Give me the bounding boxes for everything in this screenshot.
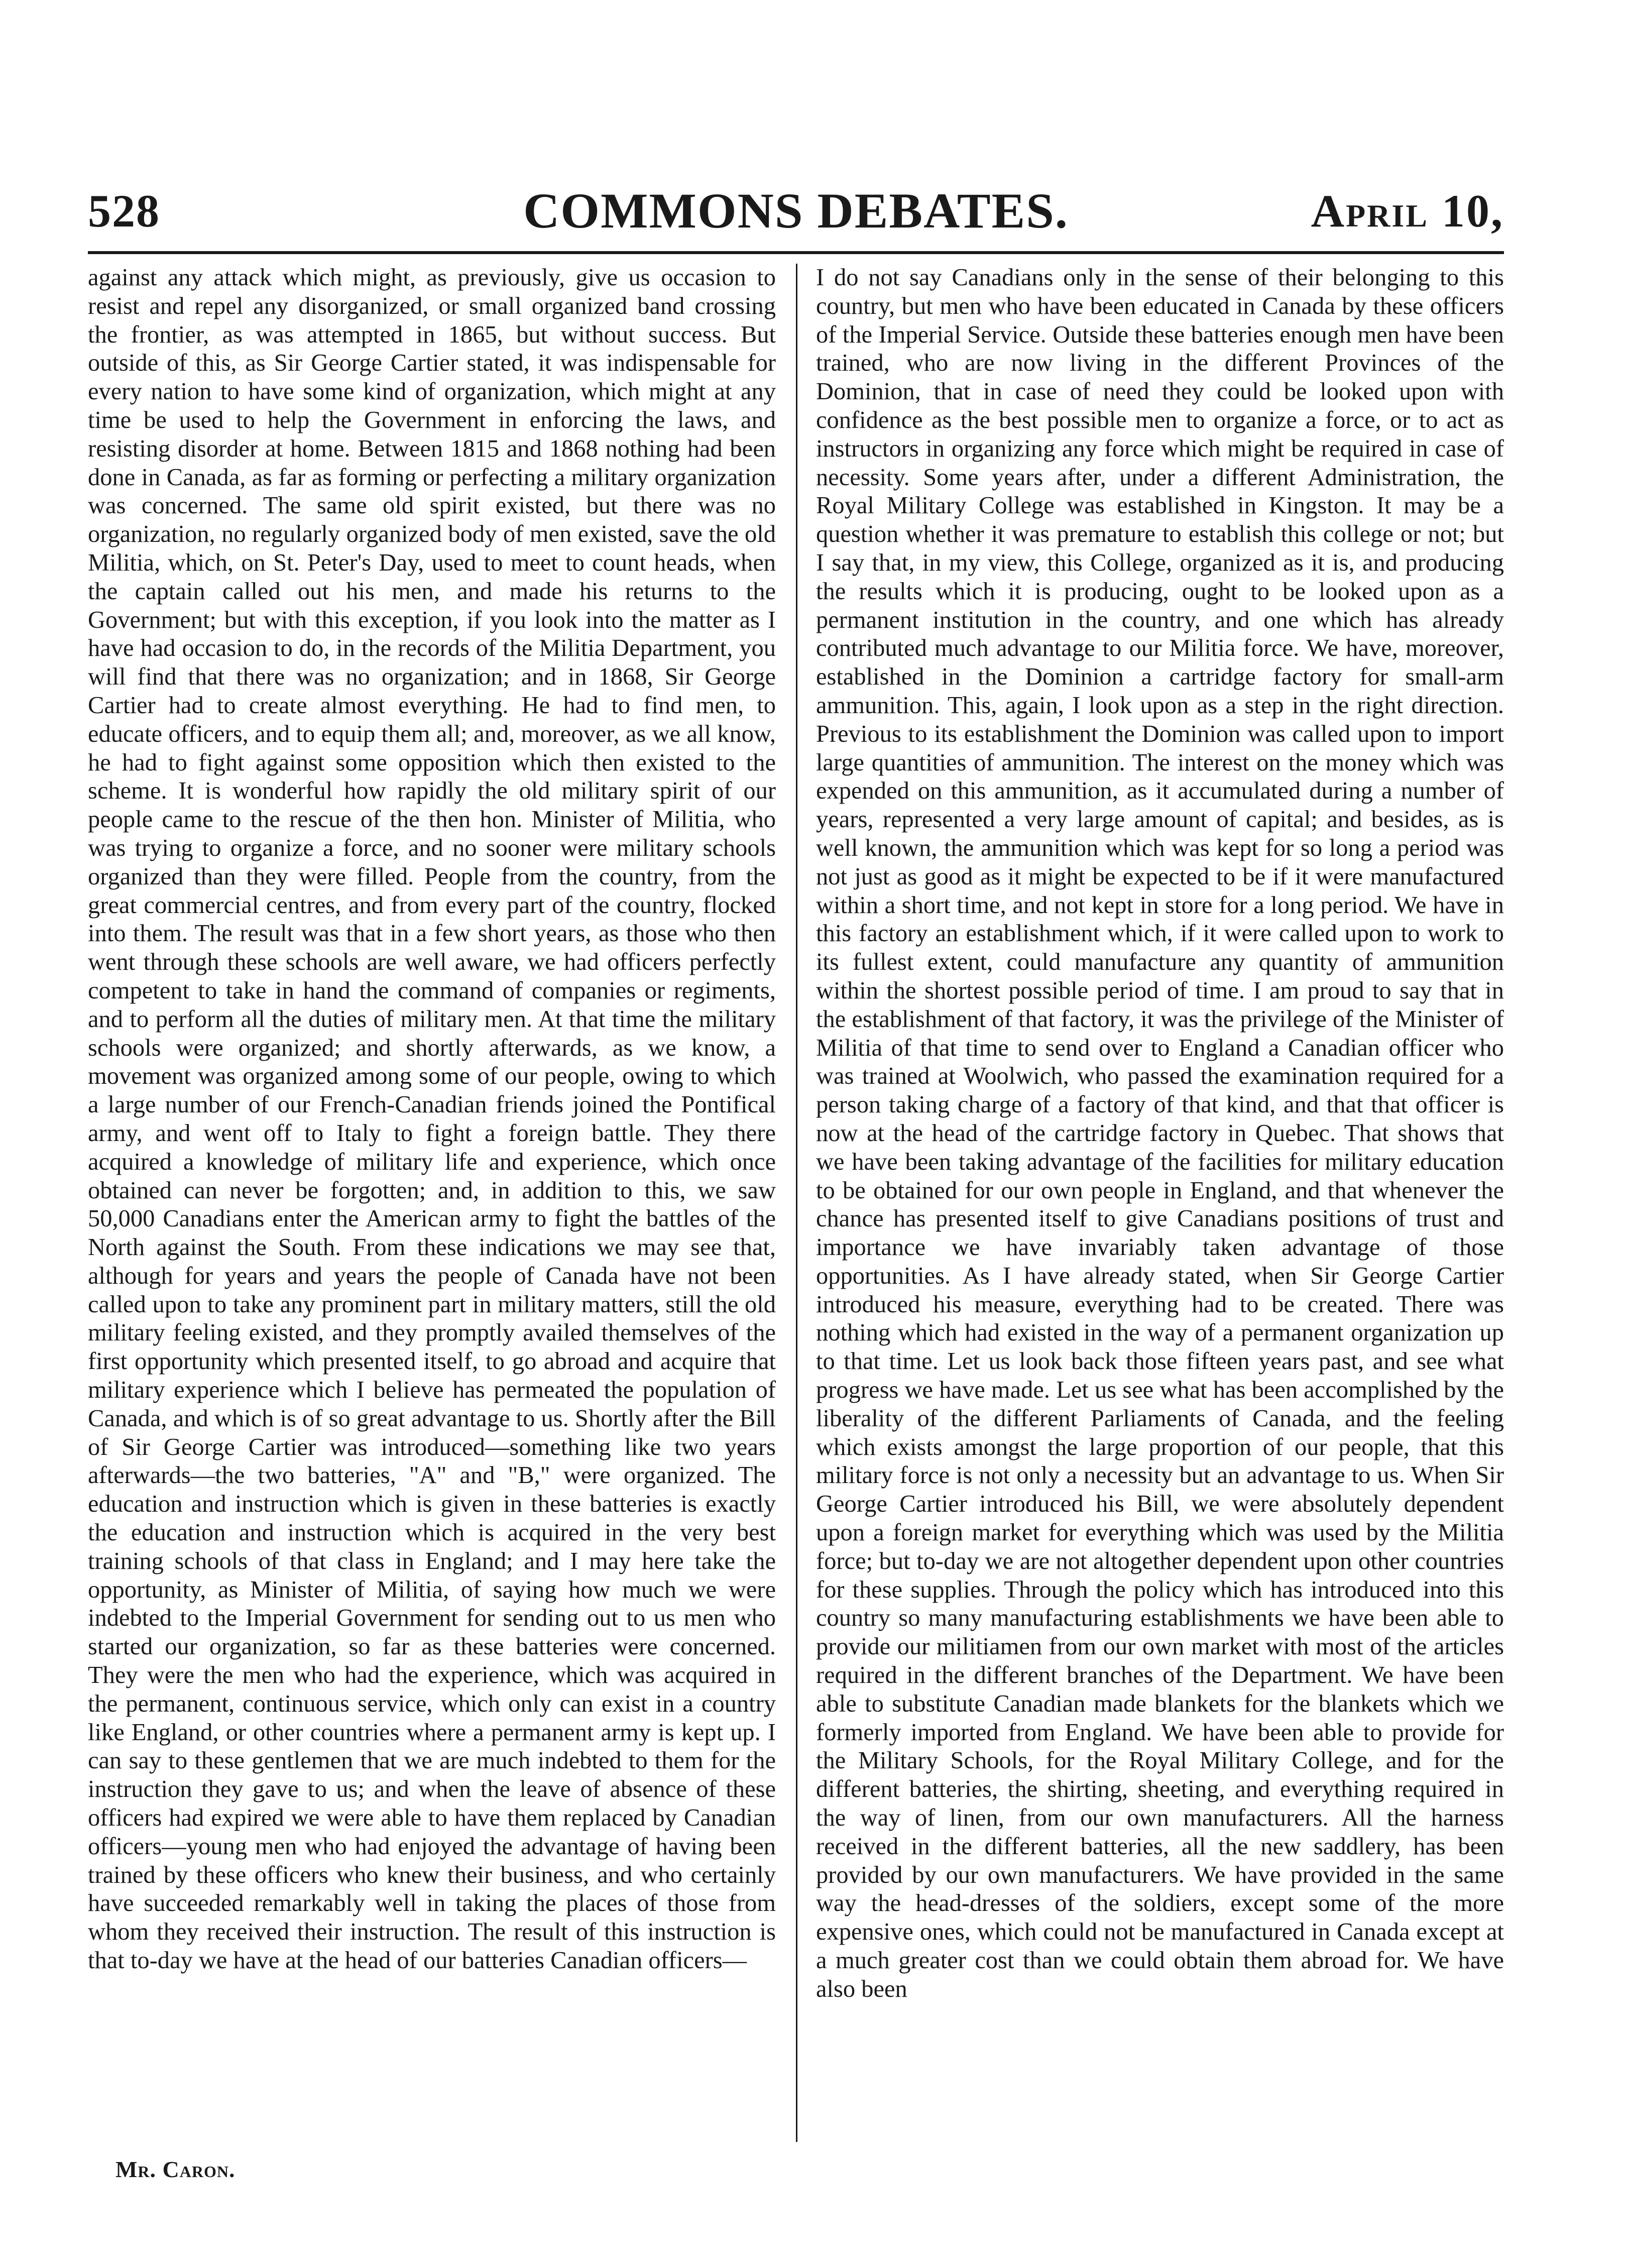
left-column	[88, 264, 776, 2152]
running-title: COMMONS DEBATES.	[523, 183, 1069, 239]
right-column-text: I do not say Canadians only in the sense of their belonging to this country, but men who have been educated in Canada by these officers of the Imperial Service. Outside these batteries enough men have been trained, who are now living in the different Provinces of the Dominion, that in case of need they could be looked upon with confidence as the best possible men to organize a force, or to act as instructors in organizing any force which might be required in case of necessity. Some years after, under a different Administration, the Royal Military College was established in Kingston. It may be a question whether it was premature to establish this college or not; but I say that, in my view, this College, organized as it is, and producing the results which it is producing, ought to be looked upon as a permanent institution in the country, and one which has already contributed much advantage to our Militia force. We have, moreover, established in the Dominion a cartridge factory for small-arm ammunition. This, again, I look upon as a step in the right direction. Previous to its establishment the Dominion was called upon to import large quantities of ammunition. The interest on the money which was expended on this ammunition, as it accumulated during a number of years, represented a very large amount of capital; and besides, as is well known, the ammunition which was kept for so long a period was not just as good as it might be expected to be if it were manufactured within a short time, and not kept in store for a long period. We have in this factory an establishment which, if it were called upon to work to its fullest extent, could manufacture any quantity of ammunition within the shortest possible period of time. I am proud to say that in the establishment of that factory, it was the privilege of the Minister of Militia of that time to send over to England a Canadian officer who was trained at Woolwich, who passed the examination required for a person taking charge of a factory of that kind, and that that officer is now at the head of the cartridge factory in Quebec. That shows that we have been taking advantage of the facilities for military education to be obtained for our own people in England, and that whenever the chance has presented itself to give Canadians positions of trust and importance we have invariably taken advantage of those opportunities. As I have already stated, when Sir George Cartier introduced his measure, everything had to be created. There was nothing which had existed in the way of a permanent organization up to that time. Let us look back those fifteen years past, and see what progress we have made. Let us see what has been accomplished by the liberality of the different Parliaments of Canada, and the feeling which exists amongst the large proportion of our people, that this military force is not only a necessity but an advantage to us. When Sir George Cartier introduced his Bill, we were absolutely dependent upon a foreign market for everything which was used by the Militia force; but to-day we are not altogether dependent upon other countries for these supplies. Through the policy which has introduced into this country so many manufacturing establishments we have been able to provide our militiamen from our own market with most of the articles required in the different branches of the Department. We have been able to substitute Canadian made blankets for the blankets which we formerly imported from England. We have been able to provide for the Military Schools, for the Royal Military College, and for the different batteries, the shirting, sheeting, and everything required in the way of linen, from our own manufacturers. All the harness received in the different batteries, all the new saddlery, has been provided by our own manufacturers. We have provided in the same way the head-dresses of the soldiers, except some of the more expensive ones, which could not be manufactured in Canada except at a much greater cost than we could obtain them abroad for. We have also been	[816, 264, 1504, 2002]
header-rule	[88, 251, 1504, 254]
right-column	[816, 264, 1504, 2152]
page-number: 528	[88, 185, 160, 237]
header-date: April 10,	[1311, 185, 1504, 237]
page-header	[88, 181, 1504, 246]
left-column-text: against any attack which might, as previously, give us occasion to resist and repel any disorganized, or small organized band crossing the frontier, as was attempted in 1865, but without success. But outside of this, as Sir George Cartier stated, it was indispensable for every nation to have some kind of organization, which might at any time be used to help the Government in enforcing the laws, and resisting disorder at home. Between 1815 and 1868 nothing had been done in Canada, as far as forming or perfecting a military organization was concerned. The same old spirit existed, but there was no organization, no regularly organized body of men existed, save the old Militia, which, on St. Peter's Day, used to meet to count heads, when the captain called out his men, and made his returns to the Government; but with this exception, if you look into the matter as I have had occasion to do, in the records of the Militia Department, you will find that there was no organization; and in 1868, Sir George Cartier had to create almost everything. He had to find men, to educate officers, and to equip them all; and, moreover, as we all know, he had to fight against some opposition which then existed to the scheme. It is wonderful how rapidly the old military spirit of our people came to the rescue of the then hon. Minister of Militia, who was trying to organize a force, and no sooner were military schools organized than they were filled. People from the country, from the great commercial centres, and from every part of the country, flocked into them. The result was that in a few short years, as those who then went through these schools are well aware, we had officers perfectly competent to take in hand the command of companies or regiments, and to perform all the duties of military men. At that time the military schools were organized; and shortly afterwards, as we know, a movement was organized among some of our people, owing to which a large number of our French-Canadian friends joined the Pontifical army, and went off to Italy to fight a foreign battle. They there acquired a knowledge of military life and experience, which once obtained can never be forgotten; and, in addition to this, we saw 50,000 Canadians enter the American army to fight the battles of the North against the South. From these indications we may see that, although for years and years the people of Canada have not been called upon to take any prominent part in military matters, still the old military feeling existed, and they promptly availed themselves of the first opportunity which presented itself, to go abroad and acquire that military experience which I believe has permeated the population of Canada, and which is of so great advantage to us. Shortly after the Bill of Sir George Cartier was introduced—something like two years afterwards—the two batteries, "A" and "B," were organized. The education and instruction which is given in these batteries is exactly the education and instruction which is acquired in the very best training schools of that class in England; and I may here take the opportunity, as Minister of Militia, of saying how much we were indebted to the Imperial Government for sending out to us men who started our organization, so far as these batteries were concerned. They were the men who had the experience, which was acquired in the permanent, continuous service, which only can exist in a country like England, or other countries where a permanent army is kept up. I can say to these gentlemen that we are much indebted to them for the instruction they gave to us; and when the leave of absence of these officers had expired we were able to have them replaced by Canadian officers—young men who had enjoyed the advantage of having been trained by these officers who knew their business, and who certainly have succeeded remarkably well in taking the places of those from whom they received their instruction. The result of this instruction is that to-day we have at the head of our batteries Canadian officers—	[88, 264, 776, 1974]
footer-speaker: Mr. Caron.	[115, 2157, 236, 2182]
column-divider	[796, 264, 797, 2142]
text-columns	[88, 264, 1504, 2152]
